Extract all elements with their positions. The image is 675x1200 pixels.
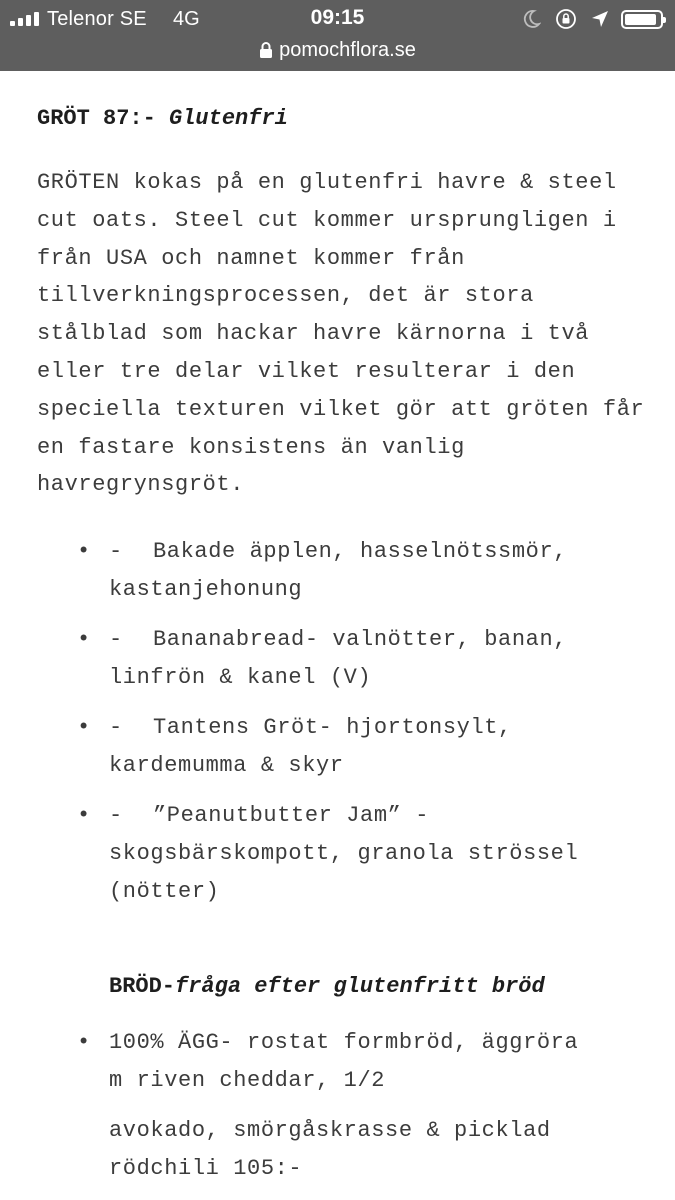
bread-item-continued — [109, 1112, 649, 1188]
list-item — [77, 797, 639, 910]
option-line: linfrön & kanel (V) — [109, 664, 372, 690]
bread-heading — [109, 973, 545, 1001]
status-bar — [0, 0, 675, 38]
status-icons — [509, 8, 663, 30]
page-content — [0, 71, 675, 1200]
dash: - — [109, 803, 123, 828]
dash: - — [109, 539, 123, 564]
option-line: kastanjehonung — [109, 576, 303, 602]
browser-top-bar — [0, 0, 675, 71]
bullet: • — [77, 627, 91, 652]
porridge-heading — [37, 105, 288, 133]
option-line: (nötter) — [109, 878, 220, 904]
bread-heading-title: BRÖD- — [109, 974, 176, 999]
bullet: • — [77, 715, 91, 740]
list-item — [77, 533, 639, 609]
bullet: • — [77, 1030, 91, 1055]
option-line: Tantens Gröt- hjortonsylt, — [153, 715, 512, 740]
battery-icon — [621, 10, 663, 29]
dash: - — [109, 715, 123, 740]
status-time: 09:15 — [310, 6, 365, 29]
porridge-description: GRÖTEN kokas på en glutenfri havre & steel cut oats. Steel cut kommer ursprungligen i från USA och namnet kommer från tillverkningsprocessen, det är stora stålblad som hackar havre kärnorna i två eller tre delar vilket resulterar i den speciella texturen vilket gör att gröten får en fastare konsistens än vanlig havregrynsgröt. — [37, 170, 645, 498]
option-line: skogsbärskompott, granola strössel — [109, 840, 579, 866]
option-line: ”Peanutbutter Jam” - — [153, 803, 430, 828]
porridge-heading-title: GRÖT 87:- — [37, 106, 156, 131]
list-item — [77, 709, 639, 785]
list-item — [77, 621, 639, 697]
lock-icon — [259, 41, 273, 59]
network-type: 4G — [173, 8, 200, 30]
address-bar[interactable] — [0, 38, 675, 66]
carrier-name: Telenor SE — [47, 8, 147, 30]
moon-icon — [523, 9, 541, 29]
url-text[interactable]: pomochflora.se — [279, 39, 416, 61]
bread-item-line: m riven cheddar, 1/2 — [109, 1067, 386, 1093]
option-line: Bakade äpplen, hasselnötssmör, — [153, 539, 568, 564]
dash: - — [109, 627, 123, 652]
bread-item-continued-line: avokado, smörgåskrasse & picklad — [109, 1118, 551, 1143]
porridge-heading-tag: Glutenfri — [169, 106, 288, 131]
list-item — [77, 1024, 639, 1100]
orientation-lock-icon — [555, 8, 577, 30]
option-line: Bananabread- valnötter, banan, — [153, 627, 568, 652]
location-arrow-icon — [591, 10, 609, 28]
bullet: • — [77, 539, 91, 564]
option-line: kardemumma & skyr — [109, 752, 344, 778]
bread-heading-tag: fråga efter glutenfritt bröd — [175, 974, 545, 999]
bread-item-line: 100% ÄGG- rostat formbröd, äggröra — [109, 1030, 579, 1055]
bread-item-continued-line: rödchili 105:- — [109, 1155, 303, 1181]
bullet: • — [77, 803, 91, 828]
